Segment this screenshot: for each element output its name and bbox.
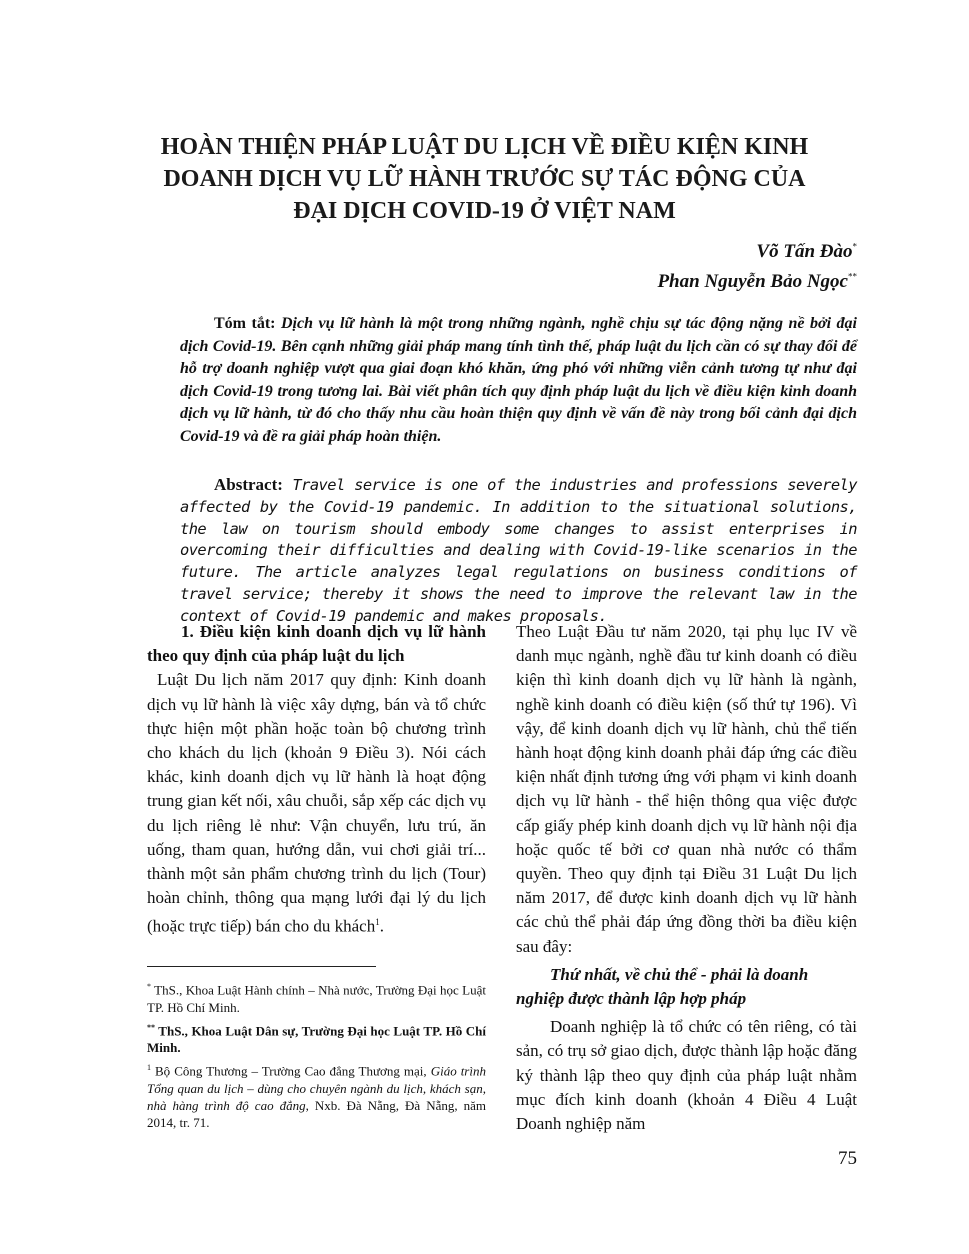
footnote-1: * ThS., Khoa Luật Hành chính – Nhà nước, Trường Đại học Luật TP. Hồ Chí Minh. [147, 982, 486, 1015]
section-paragraph-3: Doanh nghiệp là tổ chức có tên riêng, có tài sản, có trụ sở giao dịch, được thành lập hoặc đăng ký thành lập theo quy định của pháp luật nhằm mục đích kinh doanh (khoản 4 Điều 4 Luật Doanh nghiệp năm [516, 1017, 857, 1134]
left-column [147, 620, 486, 939]
author-1-mark: * [852, 241, 857, 252]
section-heading: 1. Điều kiện kinh doanh dịch vụ lữ hành theo quy định của pháp luật du lịch [147, 622, 486, 666]
summary [180, 313, 857, 448]
page-number: 75 [838, 1148, 857, 1169]
summary-text: Dịch vụ lữ hành là một trong những ngành, nghề chịu sự tác động nặng nề bởi đại dịch Covid-19. Bên cạnh những giải pháp mang tính tình thế, pháp luật du lịch cần có sự thay đổi để hỗ trợ doanh nghiệp vượt qua giai đoạn khó khăn, ứng phó với những viễn cảnh tương tự như đại dịch Covid-19 trong tương lai. Bài viết phân tích quy định pháp luật du lịch về điều kiện kinh doanh dịch vụ lữ hành, từ đó cho thấy nhu cầu hoàn thiện quy định về vấn đề này trong bối cảnh đại dịch Covid-19 và đề ra giải pháp hoàn thiện. [180, 315, 858, 445]
author-1: Võ Tấn Đào* [756, 241, 857, 262]
author-2: Phan Nguyễn Bảo Ngọc** [657, 271, 857, 292]
summary-label: Tóm tắt: [214, 315, 276, 332]
section-paragraph-1: Luật Du lịch năm 2017 quy định: Kinh doanh dịch vụ lữ hành là việc xây dựng, bán và tổ chức thực hiện một phần hoặc toàn bộ chương trình cho khách du lịch (khoản 9 Điều 3). Nói cách khác, kinh doanh dịch vụ lữ hành là hoạt động trung gian kết nối, xâu chuỗi, sắp xếp các dịch vụ du lịch riêng lẻ như: Vận chuyển, lưu trú, ăn uống, tham quan, hướng dẫn, vui chơi giải trí... thành một sản phẩm chương trình du lịch (Tour) hoàn chỉnh, thông qua mạng lưới đại lý du lịch (hoặc trực tiếp) bán cho du khách$^1$. [147, 670, 486, 937]
title-line-2: DOANH DỊCH VỤ LỮ HÀNH TRƯỚC SỰ TÁC ĐỘNG CỦA [163, 166, 806, 192]
footnote-divider [147, 966, 376, 967]
footnote-3: $^1$ Bộ Công Thương – Trường Cao đẳng Thương mại, Giáo trình Tổng quan du lịch – dùng cho chuyên ngành du lịch, khách sạn, nhà hàng trình độ cao đẳng, Nxb. Đà Nẵng, Đà Nẵng, năm 2014, tr. 71. [147, 1063, 486, 1131]
author-2-mark: ** [848, 271, 857, 282]
title-line-3: ĐẠI DỊCH COVID-19 Ở VIỆT NAM [293, 198, 676, 224]
footnote-2: ** ThS., Khoa Luật Dân sự, Trường Đại học Luật TP. Hồ Chí Minh. [147, 1022, 486, 1056]
section-paragraph-2: Theo Luật Đầu tư năm 2020, tại phụ lục IV về danh mục ngành, nghề đầu tư kinh doanh có điều kiện thì kinh doanh dịch vụ lữ hành là ngành, nghề kinh doanh có điều kiện (số thứ tự 196). Vì vậy, để kinh doanh dịch vụ lữ hành, chủ thể tiến hành hoạt động kinh doanh phải đáp ứng các điều kiện nhất định tương ứng với phạm vi kinh doanh dịch vụ lữ hành - thể hiện thông qua việc được cấp giấy phép kinh doanh dịch vụ lữ hành nội địa hoặc quốc tế bởi cơ quan nhà nước có thẩm quyền. Theo quy định tại Điều 31 Luật Du lịch năm 2017, để được kinh doanh dịch vụ lữ hành các chủ thể phải đáp ứng đồng thời ba điều kiện sau đây: [516, 622, 857, 956]
abstract-label: Abstract: [214, 475, 283, 494]
right-column [516, 620, 857, 1136]
article-title [60, 131, 909, 227]
footnotes [147, 978, 486, 1135]
title-line-1: HOÀN THIỆN PHÁP LUẬT DU LỊCH VỀ ĐIỀU KIỆN KINH [160, 134, 809, 160]
footnote-ref-1: 1 [375, 917, 380, 928]
abstract-text: Travel service is one of the industries and professions severely affected by the Covid-19 pandemic. In addition to the situational solutions, the law on tourism should embody some changes to assist enterprises in overcoming their difficulties and dealing with Covid-19-like scenarios in the future. The article analyzes legal regulations on business conditions of travel service; thereby it shows the need to improve the relevant law in the context of Covid-19 pandemic and makes proposals. [180, 476, 857, 625]
abstract [180, 474, 857, 628]
subsection-heading: Thứ nhất, về chủ thể - phải là doanh nghiệp được thành lập hợp pháp [516, 964, 809, 1009]
